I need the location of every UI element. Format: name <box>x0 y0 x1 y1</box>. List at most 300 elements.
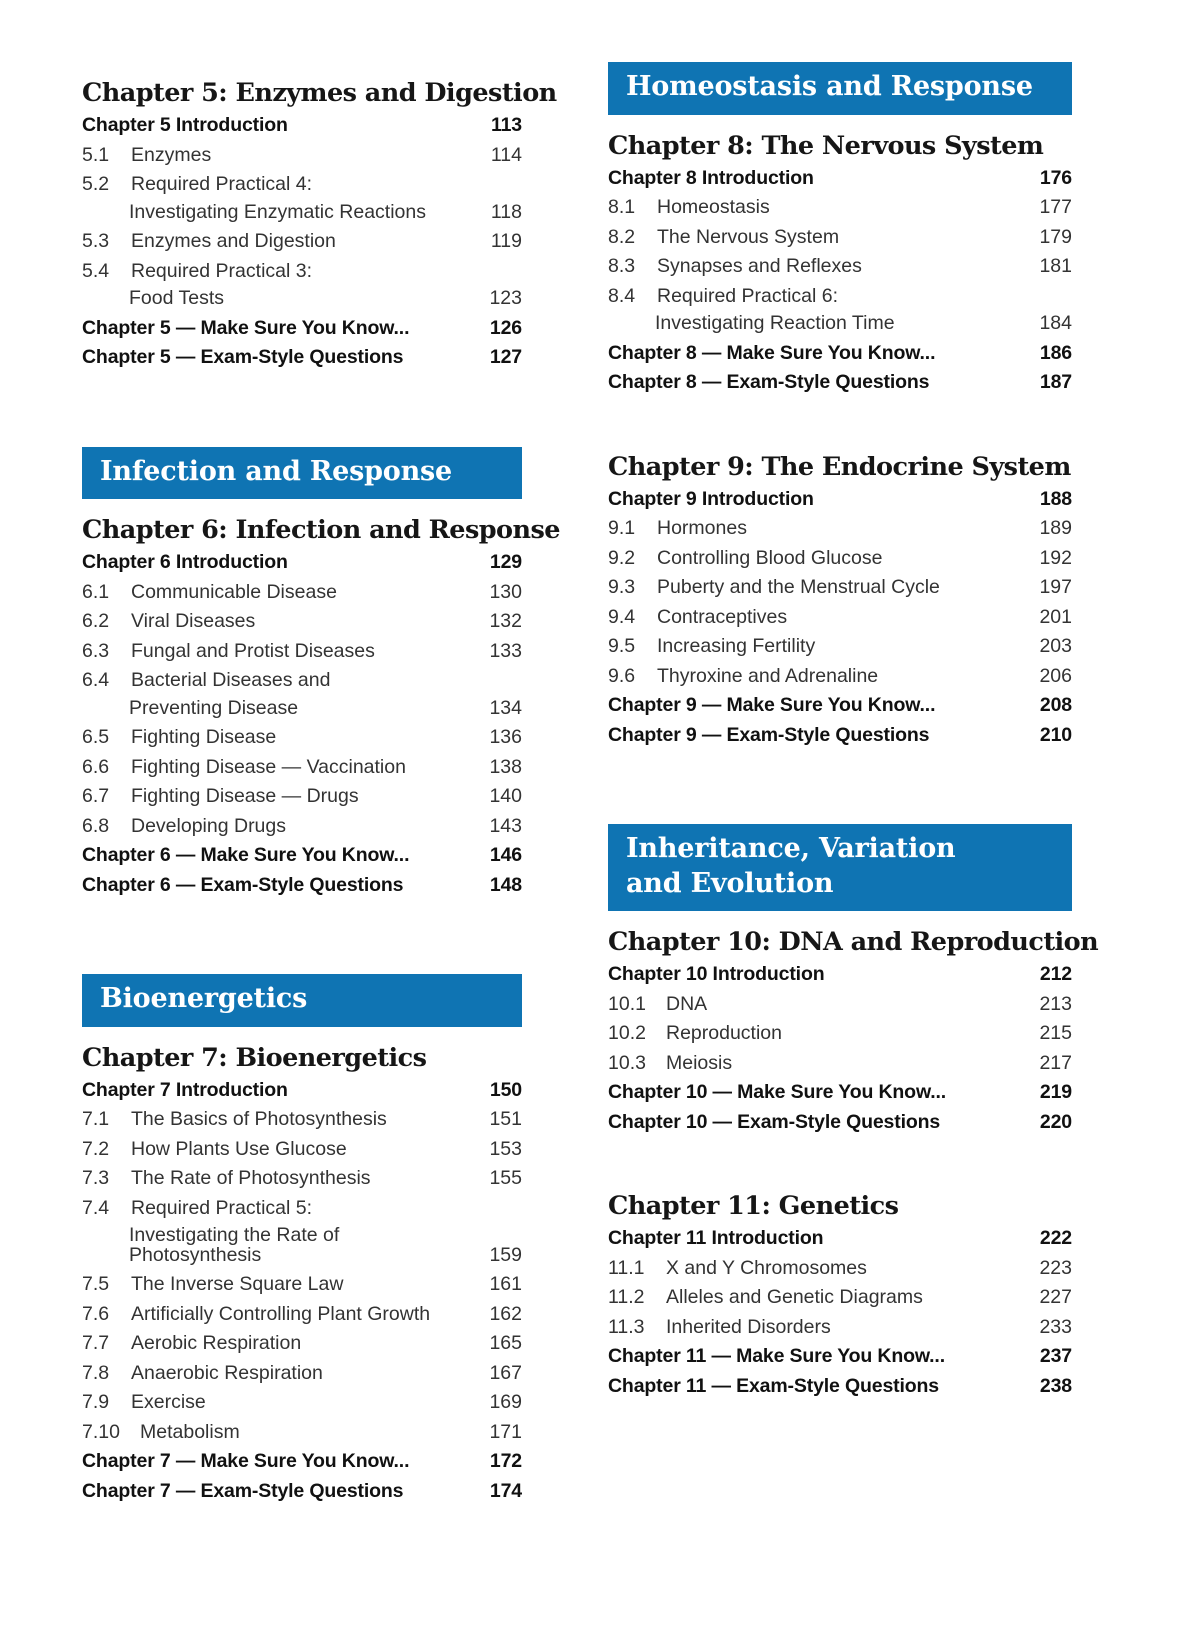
toc-entry-7-10-metabolism[interactable] <box>82 1418 522 1448</box>
toc-entry-body <box>608 696 935 716</box>
toc-entry-chapter-10-introduction[interactable] <box>608 960 1072 990</box>
toc-entry-5-1-enzymes[interactable] <box>82 141 522 171</box>
toc-entry-chapter-9-introduction[interactable] <box>608 485 1072 515</box>
toc-entry-8-3-synapses-and-reflexes[interactable] <box>608 252 1072 282</box>
toc-entry-10-3-meiosis[interactable] <box>608 1049 1072 1079</box>
toc-entry-body <box>82 1110 387 1130</box>
toc-entry-page-number: 134 <box>489 696 522 719</box>
toc-entry-body <box>82 1169 371 1189</box>
toc-entry-label: Hormones <box>657 517 747 540</box>
toc-entry-number: 9.1 <box>608 517 636 540</box>
toc-entry-number: 9.3 <box>608 576 636 599</box>
toc-entry-chapter-9-exam-style-questions[interactable] <box>608 721 1072 751</box>
toc-entry-line-2: Investigating the Rate of Photosynthesis <box>129 1224 340 1266</box>
toc-entry-body <box>82 1452 409 1472</box>
toc-entry-body <box>82 1479 404 1502</box>
chapter-title-chapter-9-the-endocrine-system: Chapter 9: The Endocrine System <box>608 451 1071 482</box>
toc-entry-7-3-the-rate-of-photosynthesis[interactable] <box>82 1164 522 1194</box>
toc-entry-page-number: 237 <box>1039 1345 1072 1368</box>
toc-entry-label: Alleles and Genetic Diagrams <box>666 1286 923 1309</box>
toc-entry-body <box>608 578 940 598</box>
toc-entry-label: Required Practical 6: <box>657 284 839 307</box>
toc-entry-label: Chapter 7 — Exam-Style Questions <box>82 1479 404 1502</box>
toc-entry-10-2-reproduction[interactable] <box>608 1019 1072 1049</box>
toc-entry-number: 11.1 <box>608 1256 645 1279</box>
toc-entry-page-number: 151 <box>489 1108 522 1131</box>
toc-entry-body <box>82 612 255 632</box>
toc-entry-number: 6.2 <box>82 610 110 633</box>
chapter-title-chapter-5-enzymes-and-digestion: Chapter 5: Enzymes and Digestion <box>82 78 557 108</box>
toc-entry-page-number: 174 <box>489 1479 522 1502</box>
toc-entry-body <box>82 1361 323 1384</box>
section-spacer <box>608 750 1072 824</box>
toc-entry-page-number: 186 <box>1039 341 1072 364</box>
toc-entry-number: 8.4 <box>608 284 636 307</box>
toc-entry-number: 9.4 <box>608 605 636 628</box>
toc-entry-7-4-required-practical-5[interactable] <box>82 1194 522 1271</box>
toc-list <box>608 485 1072 751</box>
toc-entry-body <box>608 965 824 985</box>
toc-entry-label: Artificially Controlling Plant Growth <box>131 1302 431 1325</box>
toc-entry-number: 8.1 <box>608 196 636 219</box>
toc-entry-page-number: 217 <box>1039 1051 1072 1074</box>
toc-entry-body <box>608 605 788 628</box>
toc-entry-body <box>82 755 406 778</box>
section-banner-line: Inheritance, Variation <box>626 833 956 865</box>
toc-entry-label: Chapter 8 — Exam-Style Questions <box>608 371 930 394</box>
toc-entry-label: Chapter 11 — Make Sure You Know... <box>608 1345 945 1368</box>
section-banner-line: Infection and Response <box>100 455 452 487</box>
toc-list <box>608 960 1072 1137</box>
toc-entry-body <box>608 519 747 539</box>
toc-entry-number: 10.3 <box>608 1051 646 1074</box>
toc-entry-11-3-inherited-disorders[interactable] <box>608 1313 1072 1343</box>
toc-entry-label: Communicable Disease <box>131 580 337 603</box>
toc-entry-label: The Nervous System <box>657 225 840 248</box>
toc-entry-body <box>608 1256 867 1279</box>
toc-entry-page-number: 162 <box>489 1302 522 1325</box>
toc-entry-label: Chapter 10 Introduction <box>608 963 825 986</box>
toc-entry-page-number: 136 <box>489 726 522 749</box>
toc-entry-chapter-6-introduction[interactable] <box>82 548 522 578</box>
section-banner-line: Homeostasis and Response <box>626 71 1033 102</box>
toc-entry-body <box>608 1110 941 1133</box>
toc-entry-page-number: 219 <box>1039 1081 1072 1104</box>
toc-entry-chapter-5-exam-style-questions[interactable] <box>82 343 522 373</box>
toc-entry-page-number: 203 <box>1039 635 1072 658</box>
toc-entry-label: Homeostasis <box>657 196 770 219</box>
toc-entry-body <box>82 1275 343 1295</box>
toc-entry-page-number: 177 <box>1039 196 1072 219</box>
toc-entry-body <box>82 1078 288 1101</box>
toc-entry-9-4-contraceptives[interactable] <box>608 603 1072 633</box>
toc-entry-body <box>82 1334 301 1354</box>
toc-entry-body <box>82 1196 475 1266</box>
toc-entry-page-number: 184 <box>1039 312 1072 335</box>
toc-entry-label: Chapter 7 — Make Sure You Know... <box>82 1450 410 1473</box>
toc-entry-7-9-exercise[interactable] <box>82 1388 522 1418</box>
toc-entry-6-8-developing-drugs[interactable] <box>82 812 522 842</box>
toc-entry-body <box>608 257 862 277</box>
toc-entry-page-number: 113 <box>490 114 522 136</box>
toc-entry-page-number: 150 <box>489 1078 522 1101</box>
toc-entry-chapter-11-exam-style-questions[interactable] <box>608 1372 1072 1402</box>
toc-entry-9-2-controlling-blood-glucose[interactable] <box>608 544 1072 574</box>
toc-entry-page-number: 161 <box>489 1273 522 1296</box>
toc-entry-body <box>608 166 814 189</box>
toc-entry-body <box>608 1315 831 1338</box>
toc-entry-chapter-5-introduction[interactable] <box>82 111 522 141</box>
toc-entry-number: 10.2 <box>608 1022 646 1045</box>
toc-entry-chapter-7-exam-style-questions[interactable] <box>82 1477 522 1507</box>
toc-entry-chapter-8-introduction[interactable] <box>608 164 1072 194</box>
toc-entry-7-7-aerobic-respiration[interactable] <box>82 1329 522 1359</box>
toc-entry-page-number: 132 <box>489 610 522 633</box>
toc-entry-number: 8.2 <box>608 225 636 248</box>
toc-entry-body <box>608 1229 823 1249</box>
toc-entry-label: Chapter 11 Introduction <box>608 1227 824 1250</box>
toc-list <box>608 164 1072 398</box>
toc-entry-7-1-the-basics-of-photosynthesis[interactable] <box>82 1105 522 1135</box>
section-banner-line: and Evolution <box>626 867 834 899</box>
toc-entry-chapter-10-exam-style-questions[interactable] <box>608 1108 1072 1138</box>
toc-entry-body <box>82 1420 240 1443</box>
toc-entry-body <box>82 232 336 252</box>
toc-entry-page-number: 127 <box>489 346 522 368</box>
toc-entry-body <box>82 116 288 136</box>
toc-list <box>82 111 522 373</box>
toc-list <box>82 548 522 900</box>
toc-entry-chapter-6-exam-style-questions[interactable] <box>82 871 522 901</box>
section-spacer <box>82 900 522 974</box>
toc-entry-body <box>608 373 929 393</box>
toc-entry-line-2: Preventing Disease <box>129 696 299 719</box>
toc-entry-label: X and Y Chromosomes <box>666 1256 867 1279</box>
toc-entry-chapter-7-make-sure-you-know[interactable] <box>82 1447 522 1477</box>
toc-entry-number: 7.6 <box>82 1302 110 1325</box>
toc-entry-page-number: 148 <box>489 873 522 896</box>
toc-entry-label: Thyroxine and Adrenaline <box>657 664 879 687</box>
toc-entry-number: 7.2 <box>82 1137 110 1160</box>
chapter-title-chapter-10-dna-and-reproduction: Chapter 10: DNA and Reproduction <box>608 927 1099 958</box>
toc-entry-page-number: 227 <box>1039 1286 1072 1309</box>
toc-entry-body <box>608 487 814 510</box>
toc-entry-7-2-how-plants-use-glucose[interactable] <box>82 1135 522 1165</box>
toc-entry-page-number: 220 <box>1039 1110 1072 1133</box>
toc-entry-page-number: 210 <box>1039 723 1072 746</box>
toc-entry-number: 7.3 <box>82 1167 110 1190</box>
toc-entry-page-number: 213 <box>1039 992 1072 1015</box>
toc-entry-page-number: 187 <box>1039 371 1072 394</box>
toc-entry-6-6-fighting-disease-vaccination[interactable] <box>82 753 522 783</box>
toc-entry-label: Chapter 5 — Make Sure You Know... <box>82 316 410 339</box>
toc-entry-label: Chapter 10 — Exam-Style Questions <box>608 1110 941 1133</box>
toc-entry-6-3-fungal-and-protist-diseases[interactable] <box>82 637 522 667</box>
toc-entry-label: The Basics of Photosynthesis <box>131 1108 387 1131</box>
chapter-title-chapter-11-genetics: Chapter 11: Genetics <box>608 1191 899 1222</box>
section-spacer <box>608 398 1072 436</box>
toc-entry-9-3-puberty-and-the-menstrual-cycle[interactable] <box>608 573 1072 603</box>
toc-entry-chapter-10-make-sure-you-know[interactable] <box>608 1078 1072 1108</box>
toc-entry-number: 6.3 <box>82 639 110 662</box>
toc-entry-6-2-viral-diseases[interactable] <box>82 607 522 637</box>
toc-entry-page-number: 188 <box>1039 487 1072 510</box>
toc-entry-page-number: 223 <box>1039 1256 1072 1279</box>
toc-entry-label: Chapter 6 — Make Sure You Know... <box>82 844 410 867</box>
section-banner-homeostasis-and-response <box>608 62 1072 115</box>
toc-entry-label: Fighting Disease <box>131 726 277 749</box>
toc-entry-number: 6.7 <box>82 785 110 808</box>
toc-entry-page-number: 181 <box>1039 255 1072 278</box>
toc-entry-number: 10.1 <box>608 992 646 1015</box>
toc-entry-body <box>82 639 375 662</box>
section-banner-bioenergetics <box>82 974 522 1027</box>
toc-entry-body <box>608 992 708 1015</box>
toc-entry-label: Exercise <box>131 1391 206 1414</box>
toc-entry-body <box>608 341 936 364</box>
toc-entry-label: Bacterial Diseases and <box>131 669 331 692</box>
toc-entry-label: Chapter 6 — Exam-Style Questions <box>82 873 404 896</box>
toc-entry-body <box>82 671 330 718</box>
toc-entry-page-number: 118 <box>490 200 522 223</box>
toc-entry-body <box>608 1024 782 1044</box>
toc-entry-label: Metabolism <box>140 1420 240 1443</box>
toc-entry-chapter-8-make-sure-you-know[interactable] <box>608 339 1072 369</box>
toc-entry-chapter-5-make-sure-you-know[interactable] <box>82 314 522 344</box>
toc-entry-page-number: 171 <box>489 1420 522 1443</box>
toc-entry-number: 6.5 <box>82 726 110 749</box>
toc-entry-page-number: 143 <box>489 814 522 837</box>
toc-entry-page-number: 233 <box>1039 1315 1072 1338</box>
toc-entry-7-6-artificially-controlling-plant-growth[interactable] <box>82 1300 522 1330</box>
toc-entry-page-number: 138 <box>489 755 522 778</box>
toc-entry-page-number: 212 <box>1039 963 1072 986</box>
toc-entry-6-4-bacterial-diseases-and[interactable] <box>82 666 522 723</box>
toc-entry-body <box>82 787 359 807</box>
toc-entry-8-1-homeostasis[interactable] <box>608 193 1072 223</box>
toc-entry-page-number: 119 <box>490 230 522 252</box>
toc-entry-label: Chapter 8 — Make Sure You Know... <box>608 341 936 364</box>
toc-entry-body <box>82 1302 431 1325</box>
toc-entry-number: 5.4 <box>82 259 110 282</box>
toc-entry-10-1-dna[interactable] <box>608 990 1072 1020</box>
toc-entry-label: Chapter 9 — Exam-Style Questions <box>608 723 930 746</box>
toc-entry-label: Fighting Disease — Drugs <box>131 785 359 808</box>
toc-entry-page-number: 133 <box>489 639 522 662</box>
toc-entry-line-2: Investigating Enzymatic Reactions <box>129 200 426 223</box>
toc-entry-label: DNA <box>666 992 708 1015</box>
toc-entry-number: 7.7 <box>82 1332 110 1355</box>
toc-entry-5-4-required-practical-3[interactable] <box>82 257 522 314</box>
section-spacer <box>608 1137 1072 1175</box>
toc-entry-number: 7.1 <box>82 1108 110 1131</box>
toc-entry-page-number: 215 <box>1039 1022 1072 1045</box>
toc-entry-5-2-required-practical-4[interactable] <box>82 170 522 227</box>
toc-entry-label: Fighting Disease — Vaccination <box>131 755 406 778</box>
toc-entry-5-3-enzymes-and-digestion[interactable] <box>82 227 522 257</box>
toc-entry-label: Controlling Blood Glucose <box>657 546 883 569</box>
toc-entry-page-number: 114 <box>490 143 522 166</box>
toc-entry-page-number: 172 <box>489 1450 522 1473</box>
toc-entry-page-number: 165 <box>489 1332 522 1355</box>
toc-entry-body <box>608 1051 733 1074</box>
toc-entry-label: The Inverse Square Law <box>131 1273 344 1296</box>
toc-entry-number: 8.3 <box>608 255 636 278</box>
toc-entry-6-5-fighting-disease[interactable] <box>82 723 522 753</box>
toc-entry-label: Required Practical 5: <box>131 1196 313 1219</box>
toc-entry-page-number: 167 <box>489 1361 522 1384</box>
toc-entry-page-number: 140 <box>489 785 522 808</box>
toc-entry-label: Contraceptives <box>657 605 788 628</box>
toc-entry-label: Anaerobic Respiration <box>131 1361 323 1384</box>
toc-entry-body <box>82 259 313 309</box>
toc-entry-label: Increasing Fertility <box>657 635 816 658</box>
section-banner-infection-and-response <box>82 447 522 500</box>
toc-entry-label: Chapter 8 Introduction <box>608 166 814 189</box>
toc-entry-chapter-11-introduction[interactable] <box>608 1224 1072 1254</box>
toc-entry-body <box>82 143 212 166</box>
section-banner-line: Bioenergetics <box>100 983 308 1015</box>
toc-entry-9-1-hormones[interactable] <box>608 514 1072 544</box>
toc-entry-page-number: 155 <box>489 1167 522 1190</box>
toc-entry-line-1 <box>82 259 313 282</box>
toc-entry-label: Chapter 5 Introduction <box>82 114 288 136</box>
toc-entry-body <box>608 546 883 569</box>
toc-entry-11-2-alleles-and-genetic-diagrams[interactable] <box>608 1283 1072 1313</box>
toc-entry-line-1 <box>608 284 839 307</box>
toc-entry-chapter-11-make-sure-you-know[interactable] <box>608 1342 1072 1372</box>
chapter-title-chapter-8-the-nervous-system: Chapter 8: The Nervous System <box>608 130 1044 161</box>
toc-list <box>82 1076 522 1507</box>
toc-entry-label: Chapter 10 — Make Sure You Know... <box>608 1081 947 1104</box>
toc-entry-line-1 <box>82 671 330 691</box>
toc-entry-label: Chapter 9 — Make Sure You Know... <box>608 694 936 717</box>
section-banner-inheritance-variation-and-evolution <box>608 824 1072 911</box>
toc-entry-label: Enzymes and Digestion <box>131 230 336 252</box>
toc-entry-body <box>82 348 403 368</box>
toc-entry-label: Fungal and Protist Diseases <box>131 639 375 662</box>
toc-entry-number: 11.3 <box>608 1315 645 1338</box>
chapter-title-chapter-7-bioenergetics: Chapter 7: Bioenergetics <box>82 1042 427 1073</box>
toc-entry-body <box>82 814 287 837</box>
toc-entry-page-number: 208 <box>1039 694 1072 717</box>
toc-entry-label: Enzymes <box>131 143 212 166</box>
toc-entry-label: Inherited Disorders <box>666 1315 831 1338</box>
toc-entry-label: Puberty and the Menstrual Cycle <box>657 576 940 599</box>
toc-entry-body <box>82 1393 206 1413</box>
toc-entry-number: 7.4 <box>82 1196 110 1219</box>
toc-entry-line-1 <box>82 175 312 195</box>
toc-column-right <box>600 0 1200 1506</box>
toc-entry-label: Required Practical 3: <box>131 259 313 282</box>
toc-entry-page-number: 201 <box>1039 605 1072 628</box>
toc-entry-label: How Plants Use Glucose <box>131 1137 347 1160</box>
toc-entry-chapter-8-exam-style-questions[interactable] <box>608 368 1072 398</box>
toc-entry-line-2: Food Tests <box>129 287 225 309</box>
toc-entry-8-4-required-practical-6[interactable] <box>608 282 1072 339</box>
toc-entry-label: Aerobic Respiration <box>131 1332 302 1355</box>
toc-entry-body <box>608 284 895 335</box>
toc-entry-number: 6.8 <box>82 814 110 837</box>
chapter-title-chapter-6-infection-and-response: Chapter 6: Infection and Response <box>82 515 560 546</box>
toc-entry-page-number: 159 <box>489 1243 522 1266</box>
toc-entry-6-1-communicable-disease[interactable] <box>82 578 522 608</box>
toc-entry-page-number: 222 <box>1039 1227 1072 1250</box>
toc-entry-label: Developing Drugs <box>131 814 287 837</box>
toc-entry-chapter-9-make-sure-you-know[interactable] <box>608 691 1072 721</box>
toc-entry-number: 7.5 <box>82 1273 110 1296</box>
toc-entry-label: The Rate of Photosynthesis <box>131 1167 371 1190</box>
toc-entry-body <box>608 664 879 687</box>
toc-entry-body <box>82 553 288 573</box>
toc-entry-body <box>608 198 770 218</box>
toc-entry-page-number: 189 <box>1039 517 1072 540</box>
toc-entry-8-2-the-nervous-system[interactable] <box>608 223 1072 253</box>
toc-entry-number: 11.2 <box>608 1286 645 1309</box>
toc-entry-body <box>608 225 840 248</box>
toc-entry-7-8-anaerobic-respiration[interactable] <box>82 1359 522 1389</box>
toc-entry-page-number: 179 <box>1039 225 1072 248</box>
toc-entry-page-number: 169 <box>489 1391 522 1414</box>
toc-entry-number: 5.3 <box>82 230 110 252</box>
toc-entry-body <box>82 728 276 748</box>
section-spacer <box>82 373 522 447</box>
toc-entry-page-number: 129 <box>489 551 522 574</box>
toc-entry-line-2: Investigating Reaction Time <box>655 312 895 335</box>
toc-entry-body <box>608 723 930 746</box>
toc-entry-page-number: 123 <box>489 287 522 309</box>
toc-entry-number: 6.6 <box>82 755 110 778</box>
toc-entry-body <box>82 580 337 603</box>
toc-entry-page-number: 206 <box>1039 664 1072 687</box>
toc-column-left <box>0 0 600 1506</box>
toc-entry-page-number: 192 <box>1039 546 1072 569</box>
toc-entry-number: 7.9 <box>82 1391 110 1414</box>
toc-entry-7-5-the-inverse-square-law[interactable] <box>82 1270 522 1300</box>
toc-entry-body <box>608 1374 939 1397</box>
toc-entry-body <box>82 1137 347 1160</box>
toc-entry-label: Required Practical 4: <box>131 173 313 195</box>
toc-entry-number: 9.5 <box>608 635 636 658</box>
toc-entry-label: Meiosis <box>666 1051 733 1074</box>
toc-entry-9-6-thyroxine-and-adrenaline[interactable] <box>608 662 1072 692</box>
toc-entry-body <box>608 1083 946 1103</box>
toc-entry-number: 7.10 <box>82 1420 120 1443</box>
toc-entry-label: Chapter 7 Introduction <box>82 1078 288 1101</box>
toc-entry-body <box>608 637 815 657</box>
toc-entry-body <box>82 846 409 866</box>
toc-entry-number: 7.8 <box>82 1361 110 1384</box>
toc-entry-number: 5.1 <box>82 143 110 166</box>
toc-entry-6-7-fighting-disease-drugs[interactable] <box>82 782 522 812</box>
toc-entry-11-1-x-and-y-chromosomes[interactable] <box>608 1254 1072 1284</box>
toc-entry-page-number: 176 <box>1039 166 1072 189</box>
toc-entry-number: 9.6 <box>608 664 636 687</box>
toc-entry-page-number: 238 <box>1039 1374 1072 1397</box>
toc-entry-chapter-6-make-sure-you-know[interactable] <box>82 841 522 871</box>
toc-entry-label: Reproduction <box>666 1022 782 1045</box>
toc-list <box>608 1224 1072 1401</box>
toc-entry-page-number: 153 <box>489 1137 522 1160</box>
toc-entry-number: 9.2 <box>608 546 636 569</box>
toc-entry-page-number: 146 <box>489 844 522 867</box>
toc-entry-body <box>608 1347 945 1367</box>
toc-entry-9-5-increasing-fertility[interactable] <box>608 632 1072 662</box>
toc-entry-page-number: 130 <box>489 580 522 603</box>
toc-entry-chapter-7-introduction[interactable] <box>82 1076 522 1106</box>
toc-entry-label: Synapses and Reflexes <box>657 255 862 278</box>
toc-entry-number: 5.2 <box>82 173 110 195</box>
